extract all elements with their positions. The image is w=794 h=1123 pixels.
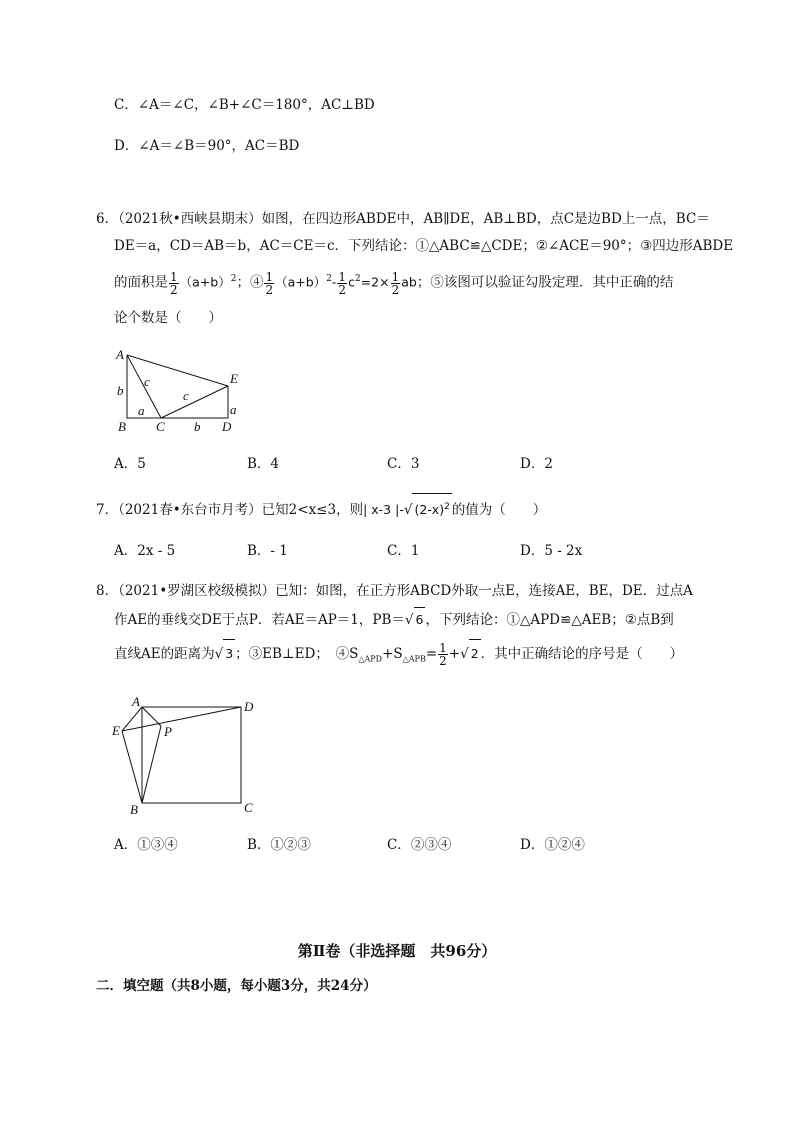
q6-line4: 论个数是（ ） (114, 310, 222, 326)
prev-option-d: D．∠A＝∠B＝90°，AC＝BD (114, 138, 300, 154)
q7-option-c: C．1 (387, 543, 420, 559)
q8-segment-ap (142, 707, 161, 726)
q6-label-e: E (230, 371, 238, 386)
q6-label-d: D (222, 419, 232, 434)
q6-label-c: C (156, 419, 165, 434)
q8-label-c: C (244, 800, 253, 815)
q8-segment-ed (122, 707, 241, 731)
q6-label-ce-c: c (183, 388, 189, 403)
q8-option-b: B．①②③ (247, 837, 311, 853)
q8-label-e: E (112, 723, 120, 738)
q6-line1 (96, 210, 710, 228)
q6-number: 6． (96, 211, 119, 227)
q8-label-p: P (164, 724, 172, 739)
q6-text-line1: 如图，在四边形ABDE中，AB∥DE，AB⊥BD，点C是边BD上一点，BC＝ (261, 211, 710, 227)
q8-label-b: B (130, 802, 138, 817)
q8-line1: 8．（2021•罗湖区校级模拟）已知：如图，在正方形ABCD外取一点E，连接AE，BE，DE．过点A (96, 583, 693, 599)
q8-line3: 直线AE的距离为√ 3 ；③EB⊥ED； $④S_{\triangle APD}+S_{\triangle APB}=$ $\frac{1}{2}$ +√ 2 ．其中正确结论的序号是（ ） (114, 641, 684, 668)
q8-line2: 作AE的垂线交DE于点P．若AE＝AP＝1，PB＝√ 6 ，下列结论：①△APD≌△AEB；②点B到 (114, 607, 674, 632)
q7-option-a: A．2x - 5 (114, 543, 176, 559)
q6-figure (108, 342, 248, 434)
q7-radical: $(2-x)^2$ (412, 493, 451, 523)
q8-label-d: D (244, 699, 254, 714)
section2-title: 二．填空题（共8小题，每小题3分，共24分） (96, 978, 377, 994)
part2-title: 第Ⅱ卷（非选择题 共96分） (297, 942, 497, 960)
q8-option-a: A．①③④ (114, 837, 178, 853)
q6-label-ab-b: b (117, 383, 124, 398)
q8-segment-pb (142, 726, 161, 803)
q7-option-d: D．5 - 2x (520, 543, 583, 559)
q7-abs: | x-3 | (363, 502, 400, 518)
q6-source: （2021秋•西峡县期末） (118, 211, 262, 227)
q6-line2: DE＝a，CD＝AB＝b，AC＝CE＝c．下列结论：①△ABC≌△CDE；②∠ACE＝90°；③四边形ABDE (114, 238, 734, 254)
q6-half-fraction: $\frac{1}{2}$ (170, 269, 178, 297)
q6-segment-ae (127, 355, 228, 386)
q6-label-de-a: a (230, 402, 237, 417)
q6-option-d: D．2 (520, 456, 553, 472)
q7-option-b: B．- 1 (247, 543, 288, 559)
prev-option-c: C．∠A＝∠C，∠B+∠C＝180°，AC⊥BD (114, 97, 375, 113)
q8-option-d: D．①②④ (520, 837, 585, 853)
q6-option-a: A．5 (114, 456, 146, 472)
q8-figure (108, 692, 268, 822)
q8-option-c: C．②③④ (387, 837, 452, 853)
q6-label-cd-b: b (194, 419, 201, 434)
q6-label-a: A (116, 347, 124, 362)
q6-label-ac-c: c (144, 374, 150, 389)
q6-segment-ce (161, 386, 228, 418)
q6-label-bc-a: a (138, 403, 145, 418)
q7-line1: 7．（2021春•东台市月考）已知2<x≤3，则| x-3 |-√ $(2-x)^2$ 的值为（ ） (96, 493, 546, 523)
q8-label-a: A (132, 694, 140, 709)
q6-option-c: C．3 (387, 456, 420, 472)
q6-label-b: B (118, 419, 126, 434)
q8-segment-eb (122, 731, 142, 803)
q6-option-b: B．4 (247, 456, 280, 472)
q6-line3: 的面积是 $\frac{1}{2}$ $(a+b)^2$；④ $\frac{1}{2}$ $(a+b)^2-$ $\frac{1}{2}$ $c^2=2\times$ $\frac{1}{2}$ ab；⑤该图可以验证勾股定理．其中正确的结 (114, 269, 674, 297)
